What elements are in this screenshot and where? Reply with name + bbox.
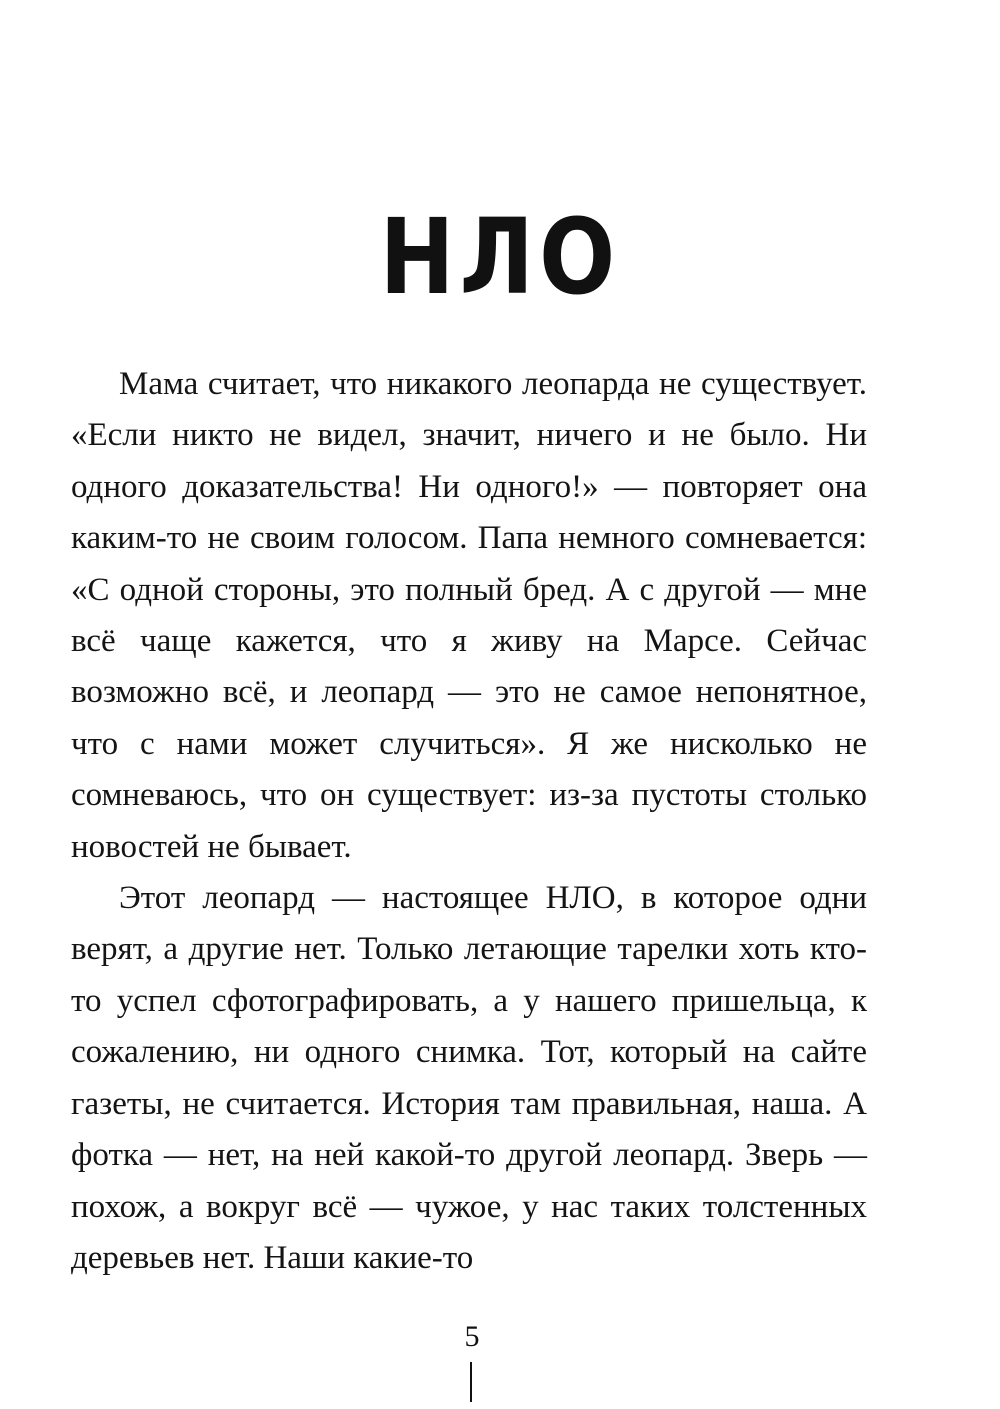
page-number-rule [470, 1362, 472, 1402]
page-number: 5 [464, 1320, 480, 1353]
chapter-title: НЛО [379, 196, 621, 318]
paragraph: Мама считает, что никакого леопарда не существует. «Если никто не видел, значит, ничего и не было. Ни одного доказательства! Ни одного!» — повторяет она каким-то не своим голосом. Папа немного сомневается: «С одной стороны, это полный бред. А с другой — мне всё чаще кажется, что я живу на Марсе. Сейчас возможно всё, и леопард — это не самое непонятное, что с нами может случиться». Я же нисколько не сомневаюсь, что он существует: из-за пустоты столько новостей не бывает. [71, 366, 867, 865]
chapter-body [71, 359, 867, 1284]
paragraph: Этот леопард — настоящее НЛО, в которое одни верят, а другие нет. Только летающие тарелки хоть кто-то успел сфотографировать, а у нашего пришельца, к сожалению, ни одного снимка. Тот, который на сайте газеты, не считается. История там правильная, наша. А фотка — нет, на ней какой-то другой леопард. Зверь — похож, а вокруг всё — чужое, у нас таких толстенных деревьев нет. Наши какие-то [71, 880, 867, 1276]
